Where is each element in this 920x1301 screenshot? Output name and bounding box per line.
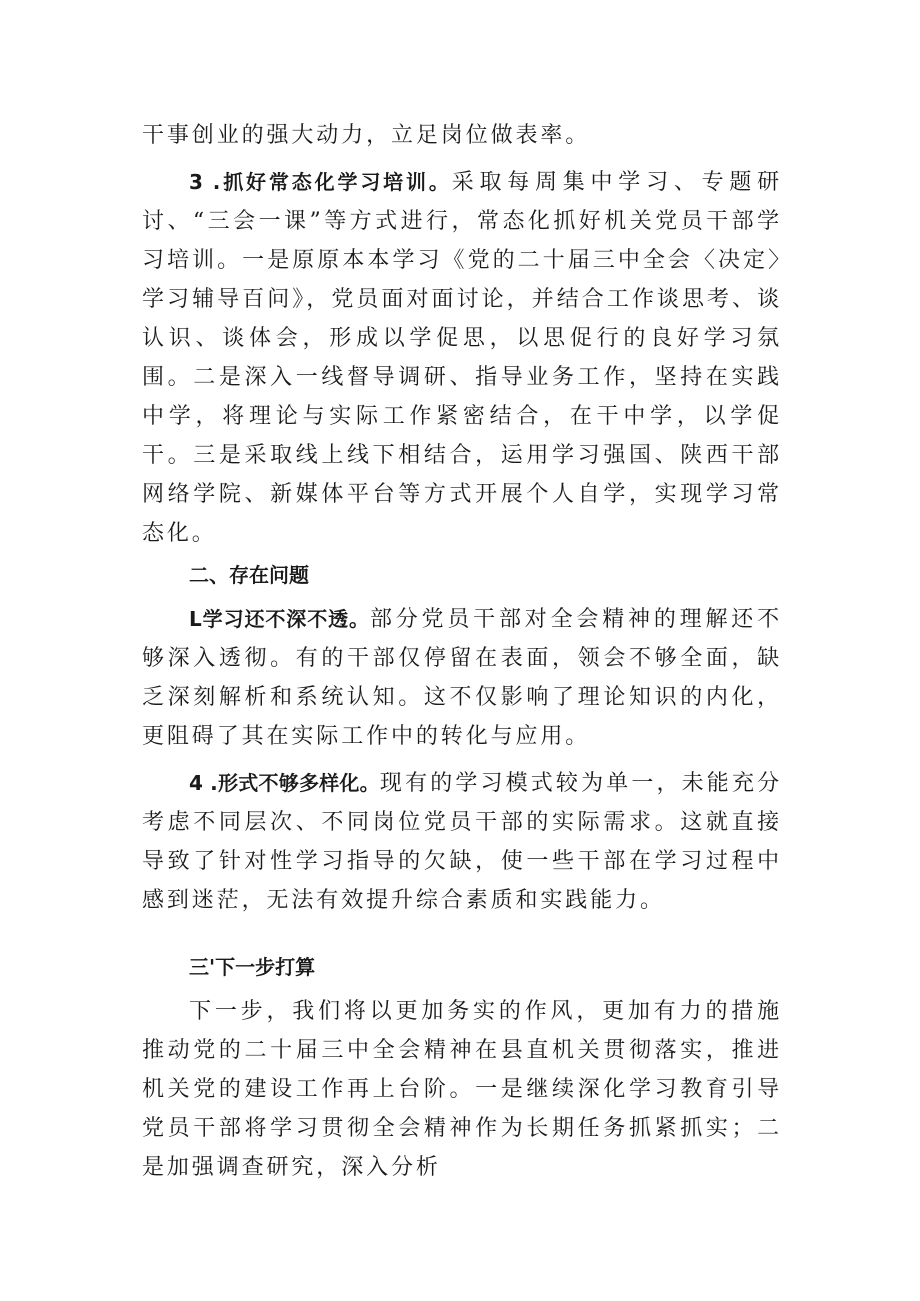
problem-2-body: 现有的学习模式较为单一，未能充分考虑不同层次、不同岗位党员干部的实际需求。这就直接导致了针对性学习指导的欠缺，使一些干部在学习过程中感到迷茫，无法有效提升综合素质和实践能力。	[142, 771, 782, 913]
item-3-lead: 3 .抓好常态化学习培训。	[189, 170, 452, 194]
problem-1-body: 部分党员干部对全会精神的理解还不够深入透彻。有的干部仅停留在表面，领会不够全面，缺乏深刻解析和系统认知。这不仅影响了理论知识的内化，更阻碍了其在实际工作中的转化与应用。	[142, 607, 782, 749]
section-2-heading: 二、存在问题	[189, 563, 309, 587]
section-3-heading: 三'下一步打算	[189, 955, 316, 979]
problem-2-lead: 4 .形式不够多样化。	[189, 771, 380, 795]
problem-1-lead: L学习还不深不透。	[189, 607, 370, 631]
item-3-body: 采取每周集中学习、专题研讨、“三会一课”等方式进行，常态化抓好机关党员干部学习培训。一是原原本本学习《党的二十届三中全会〈决定〉学习辅导百问》，党员面对面讨论，并结合工作谈思考、谈认识、谈体会，形成以学促思，以思促行的良好学习氛围。二是深入一线督导调研、指导业务工作，坚持在实践中学，将理论与实际工作紧密结合，在干中学，以学促干。三是采取线上线下相结合，运用学习强国、陕西干部网络学院、新媒体平台等方式开展个人自学，实现学习常态化。	[142, 170, 782, 546]
paragraph-intro-tail: 干事创业的强大动力，立足岗位做表率。	[142, 123, 591, 148]
paragraph-problem-1	[142, 600, 782, 756]
paragraph-item-3	[142, 163, 782, 553]
paragraph-problem-2	[142, 764, 782, 920]
paragraph-plan: 下一步，我们将以更加务实的作风，更加有力的措施推动党的二十届三中全会精神在县直机关贯彻落实，推进机关党的建设工作再上台阶。一是继续深化学习教育引导党员干部将学习贯彻全会精神作为长期任务抓紧抓实；二是加强调查研究，深入分析	[142, 999, 782, 1180]
